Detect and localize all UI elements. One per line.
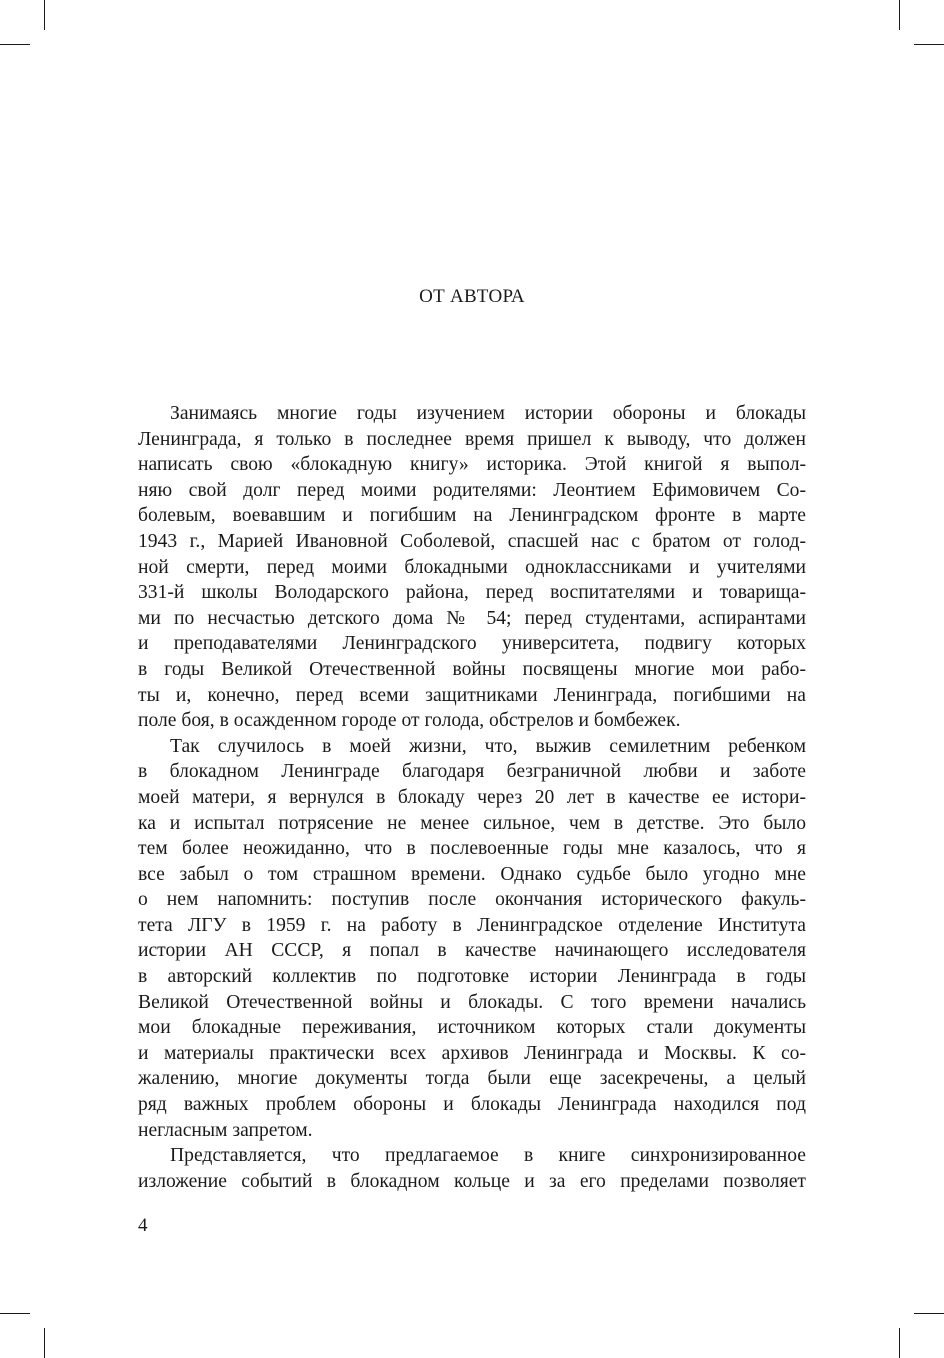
text-line: жалению, многие документы тогда были еще засекречены, а целый [138,1068,806,1090]
crop-mark [0,1313,30,1314]
page-number: 4 [138,1215,148,1236]
text-line: и материалы практически всех архивов Ленинграда и Москвы. К со- [138,1042,806,1064]
text-line: истории АН СССР, я попал в качестве начинающего исследователя [138,940,806,962]
text-line: болевым, воевавшим и погибшим на Ленинградском фронте в марте [138,505,806,527]
text-line: изложение событий в блокадном кольце и за его пределами позволяет [138,1170,806,1192]
body-text [138,401,806,1194]
text-line: поле боя, в осажденном городе от голода, обстрелов и бомбежек. [138,710,681,732]
text-line: Представляется, что предлагаемое в книге синхронизированное [170,1145,806,1167]
crop-mark [0,44,30,45]
text-line: о нем напомнить: поступив после окончания исторического факуль- [138,889,806,911]
page-title: ОТ АВТОРА [419,286,525,307]
text-line: моей матери, я вернулся в блокаду через 20 лет в качестве ее истори- [138,786,806,808]
text-line: ми по несчастью детского дома № 54; перед студентами, аспирантами [138,607,806,629]
text-line: ной смерти, перед моими блокадными одноклассниками и учителями [138,556,806,578]
text-line: Ленинграда, я только в последнее время пришел к выводу, что должен [138,428,806,450]
text-line: 1943 г., Марией Ивановной Соболевой, спасшей нас с братом от голод- [138,530,806,552]
crop-mark [914,44,944,45]
text-line: ты и, конечно, перед всеми защитниками Ленинграда, погибшими на [138,684,806,706]
crop-mark [914,1313,944,1314]
text-line: в авторский коллектив по подготовке истории Ленинграда в годы [138,966,806,988]
crop-mark [44,1328,45,1358]
text-line: ряд важных проблем обороны и блокады Ленинграда находился под [138,1094,806,1116]
text-line: Так случилось в моей жизни, что, выжив семилетним ребенком [170,735,806,757]
text-line: 331-й школы Володарского района, перед воспитателями и товарища- [138,582,806,604]
text-line: тета ЛГУ в 1959 г. на работу в Ленинградское отделение Института [138,914,806,936]
text-line: ка и испытал потрясение не менее сильное, чем в детстве. Это было [138,812,806,834]
crop-mark [899,1328,900,1358]
crop-mark [44,0,45,30]
text-line: тем более неожиданно, что в послевоенные годы мне казалось, что я [138,838,806,860]
crop-mark [899,0,900,30]
text-line: и преподавателями Ленинградского университета, подвигу которых [138,633,806,655]
text-line: в годы Великой Отечественной войны посвящены многие мои рабо- [138,658,806,680]
text-line: няю свой долг перед моими родителями: Леонтием Ефимовичем Со- [138,479,806,501]
text-line: Занимаясь многие годы изучением истории обороны и блокады [170,403,806,424]
text-line: все забыл о том страшном времени. Однако судьбе было угодно мне [138,863,806,885]
text-line: написать свою «блокадную книгу» историка. Этой книгой я выпол- [138,454,806,476]
text-line: мои блокадные переживания, источником которых стали документы [138,1017,806,1039]
text-line: в блокадном Ленинграде благодаря безграничной любви и заботе [138,761,806,783]
text-line: негласным запретом. [138,1119,313,1141]
text-line: Великой Отечественной войны и блокады. С того времени начались [138,991,806,1013]
